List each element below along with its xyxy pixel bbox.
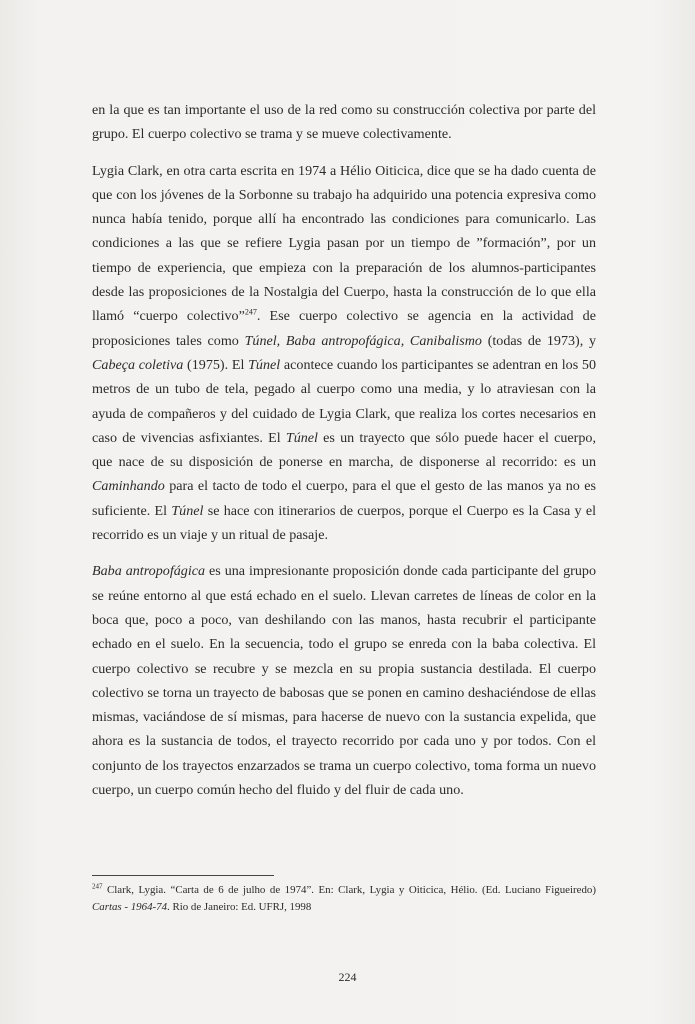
paragraph-3 <box>92 559 596 802</box>
italic-title-text: Cartas - 1964-74 <box>92 901 168 913</box>
italic-title-text: Túnel, Baba antropofágica, Canibalismo <box>244 332 482 349</box>
body-text <box>92 98 596 802</box>
text-run: Clark, Lygia. “Carta de 6 de julho de 1974”. En: Clark, Lygia y Oiticica, Hélio. (Ed. Luciano Figueiredo) <box>102 884 596 896</box>
italic-title-text: Túnel <box>171 502 204 519</box>
text-run: . Ese cuerpo colectivo se agencia en la actividad de proposiciones tales como <box>92 308 596 349</box>
page-number: 224 <box>338 970 357 984</box>
text-run: Lygia Clark, en otra carta escrita en 1974 a Hélio Oiticica, dice que se ha dado cuenta de que con los jóvenes de la Sorbonne su trabajo ha adquirido una potencia expresiva como nunca había tenido, porque allí ha encontrado las condiciones para comunicarlo. Las condiciones a las que se refiere Lygia pasan por un tiempo de ”formación”, por un tiempo de experiencia, que empieza con la preparación de los alumnos-participantes desde las proposiciones de la Nostalgia del Cuerpo, hasta la construcción de lo que ella llamó “cuerpo colectivo” <box>92 162 596 325</box>
text-run: (todas de 1973), y <box>481 332 597 349</box>
footnote-divider <box>92 875 274 876</box>
italic-title-text: Caminhando <box>92 478 165 495</box>
text-run: para el tacto de todo el cuerpo, para el que el gesto de las manos ya no es suficiente. El <box>92 478 596 519</box>
text-run: acontece cuando los participantes se adentran en los 50 metros de un tubo de tela, pegado al cuerpo como una media, y lo atraviesan con la ayuda de compañeros y del cuidado de Lygia Clark, que realiza los cortes necesarios en caso de vivencias asfixiantes. El <box>92 356 596 446</box>
footnote-marker: 247 <box>244 307 257 317</box>
italic-title-text: Cabeça coletiva <box>92 356 184 373</box>
text-run: es un trayecto que sólo puede hacer el cuerpo, que nace de su disposición de ponerse en marcha, de disponerse al recorrido: es un <box>92 429 596 471</box>
text-run: se hace con itinerarios de cuerpos, porque el Cuerpo es la Casa y el recorrido es un viaje y un ritual de pasaje. <box>92 502 596 544</box>
paragraph-1 <box>92 98 596 147</box>
footnote-marker: 247 <box>92 882 103 891</box>
text-run: en la que es tan importante el uso de la red como su construcción colectiva por parte del grupo. El cuerpo colectivo se trama y se mueve colectivamente. <box>92 102 596 143</box>
italic-title-text: Baba antropofágica <box>92 563 206 580</box>
text-run: es una impresionante proposición donde cada participante del grupo se reúne entorno al que está echado en el suelo. Llevan carretes de líneas de color en la boca que, poco a poco, van deshilando con las manos, hasta recubrir el participante echado en el suelo. En la secuencia, todo el grupo se enreda con la baba colectiva. El cuerpo colectivo se recubre y se mezcla en su propia sustancia destilada. El cuerpo colectivo se torna un trayecto de babosas que se ponen en camino deshaciéndose de ellas mismas, vaciándose de sí mismas, para hacerse de nuevo con la sustancia expelida, que ahora es la sustancia de todos, el trayecto recorrido por cada uno y por todos. Con el conjunto de los trayectos enzarzados se trama un cuerpo colectivo, toma forma un nuevo cuerpo, un cuerpo común hecho del fluido y del fluir de cada uno. <box>92 563 596 799</box>
footnote-247 <box>92 882 596 916</box>
italic-title-text: Túnel <box>248 356 281 373</box>
paragraph-2 <box>92 159 596 548</box>
text-run: . Rio de Janeiro: Ed. UFRJ, 1998 <box>167 901 312 913</box>
text-run: (1975). El <box>183 356 249 373</box>
italic-title-text: Túnel <box>285 429 318 446</box>
